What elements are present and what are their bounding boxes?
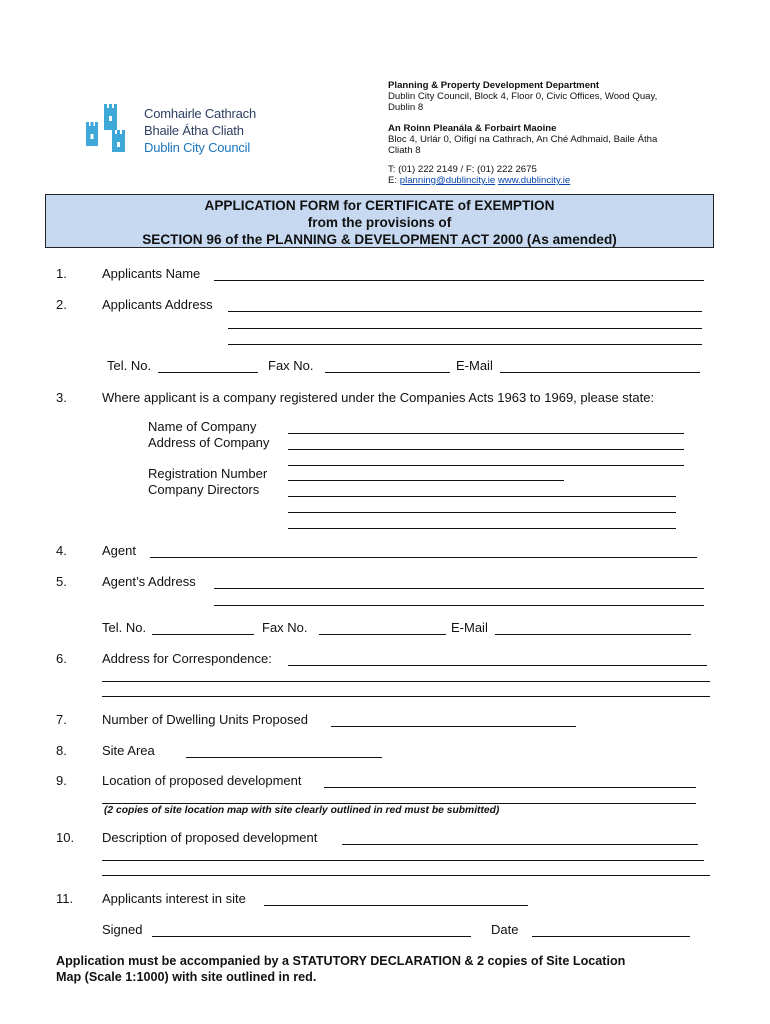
registration-number-field[interactable]: [288, 480, 564, 481]
logo-text-english: Dublin City Council: [144, 140, 251, 155]
correspondence-address-field-3[interactable]: [102, 696, 710, 697]
applicants-address-field-2[interactable]: [228, 328, 702, 329]
date-label: Date: [491, 922, 519, 937]
company-name-field[interactable]: [288, 433, 684, 434]
agent-tel-label: Tel. No.: [102, 620, 147, 635]
item-number-11: 11.: [56, 891, 74, 906]
applicant-email-field[interactable]: [500, 372, 700, 373]
correspondence-address-field-2[interactable]: [102, 681, 710, 682]
contact-links: E: planning@dublincity.ie www.dublincity.ie: [388, 175, 571, 186]
form-title-box: [45, 194, 714, 248]
signature-field[interactable]: [152, 936, 471, 937]
agents-address-field-2[interactable]: [214, 605, 704, 606]
applicant-email-label: E-Mail: [456, 358, 493, 373]
site-area-field[interactable]: [186, 757, 382, 758]
applicants-name-label: Applicants Name: [102, 266, 201, 281]
company-address-field-1[interactable]: [288, 449, 684, 450]
department-name-ga: An Roinn Pleanála & Forbairt Maoine: [388, 123, 557, 134]
item-number-9: 9.: [56, 773, 67, 788]
applicant-fax-label: Fax No.: [268, 358, 314, 373]
date-field[interactable]: [532, 936, 690, 937]
dublin-city-council-logo: [84, 100, 264, 160]
applicant-fax-field[interactable]: [325, 372, 450, 373]
department-name-en: Planning & Property Development Department: [388, 80, 600, 91]
agent-tel-field[interactable]: [152, 634, 254, 635]
description-field-2[interactable]: [102, 860, 704, 861]
location-label: Location of proposed development: [102, 773, 302, 788]
company-directors-field-1[interactable]: [288, 496, 676, 497]
description-field-3[interactable]: [102, 875, 710, 876]
form-title-line2: from the provisions of: [307, 215, 452, 230]
agent-email-field[interactable]: [495, 634, 691, 635]
item-number-1: 1.: [56, 266, 67, 281]
applicants-name-field[interactable]: [214, 280, 704, 281]
footer-requirement-note: [56, 953, 736, 985]
logo-text-irish-line2: Bhaile Átha Cliath: [144, 123, 244, 138]
phone-fax: T: (01) 222 2149 / F: (01) 222 2675: [388, 164, 537, 175]
department-address-en: Dublin City Council, Block 4, Floor 0, Civic Offices, Wood Quay, Dublin 8: [388, 91, 658, 113]
applicants-address-label: Applicants Address: [102, 297, 213, 312]
registration-number-label: Registration Number: [148, 466, 268, 481]
company-directors-field-2[interactable]: [288, 512, 676, 513]
castle-towers-icon: [84, 100, 140, 156]
description-field-1[interactable]: [342, 844, 698, 845]
company-name-label: Name of Company: [148, 419, 257, 434]
company-intro-text: Where applicant is a company registered under the Companies Acts 1963 to 1969, please state:: [102, 390, 655, 405]
interest-label: Applicants interest in site: [102, 891, 246, 906]
correspondence-address-label: Address for Correspondence:: [102, 651, 272, 666]
item-number-8: 8.: [56, 743, 67, 758]
item-number-4: 4.: [56, 543, 67, 558]
agents-address-label: Agent’s Address: [102, 574, 196, 589]
item-number-3: 3.: [56, 390, 67, 405]
location-field-1[interactable]: [324, 787, 696, 788]
dwelling-units-field[interactable]: [331, 726, 576, 727]
email-link[interactable]: planning@dublincity.ie: [399, 175, 496, 186]
applicants-address-field-3[interactable]: [228, 344, 702, 345]
correspondence-address-field-1[interactable]: [288, 665, 707, 666]
item-number-7: 7.: [56, 712, 67, 727]
logo-text-irish-line1: Comhairle Cathrach: [144, 106, 257, 121]
website-link[interactable]: www.dublincity.ie: [497, 175, 571, 186]
interest-field[interactable]: [264, 905, 528, 906]
agents-address-field-1[interactable]: [214, 588, 704, 589]
signed-label: Signed: [102, 922, 143, 937]
item-number-6: 6.: [56, 651, 67, 666]
company-directors-field-3[interactable]: [288, 528, 676, 529]
site-area-label: Site Area: [102, 743, 155, 758]
form-title-line3: SECTION 96 of the PLANNING & DEVELOPMENT ACT 2000 (As amended): [142, 232, 617, 247]
agent-fax-field[interactable]: [319, 634, 446, 635]
footer-line2: Map (Scale 1:1000) with site outlined in red.: [56, 970, 317, 984]
item-number-2: 2.: [56, 297, 67, 312]
agent-email-label: E-Mail: [451, 620, 488, 635]
department-address-ga: Bloc 4, Urlár 0, Oifigí na Cathrach, An Ché Adhmaid, Baile Átha Cliath 8: [388, 134, 658, 156]
company-address-label: Address of Company: [148, 435, 270, 450]
location-field-2[interactable]: [102, 803, 696, 804]
footer-line1: Application must be accompanied by a STATUTORY DECLARATION & 2 copies of Site Location: [56, 954, 626, 968]
dwelling-units-label: Number of Dwelling Units Proposed: [102, 712, 308, 727]
item-number-5: 5.: [56, 574, 67, 589]
item-number-10: 10.: [56, 830, 75, 845]
form-title-line1: APPLICATION FORM for CERTIFICATE of EXEMPTION: [204, 198, 555, 213]
applicant-tel-label: Tel. No.: [107, 358, 152, 373]
location-map-note: (2 copies of site location map with site clearly outlined in red must be submitted): [104, 805, 500, 816]
agent-label: Agent: [102, 543, 136, 558]
agent-field[interactable]: [150, 557, 697, 558]
applicants-address-field-1[interactable]: [228, 311, 702, 312]
company-directors-label: Company Directors: [148, 482, 260, 497]
department-header: [388, 80, 658, 186]
applicant-tel-field[interactable]: [158, 372, 258, 373]
description-label: Description of proposed development: [102, 830, 318, 845]
agent-fax-label: Fax No.: [262, 620, 308, 635]
company-address-field-2[interactable]: [288, 465, 684, 466]
